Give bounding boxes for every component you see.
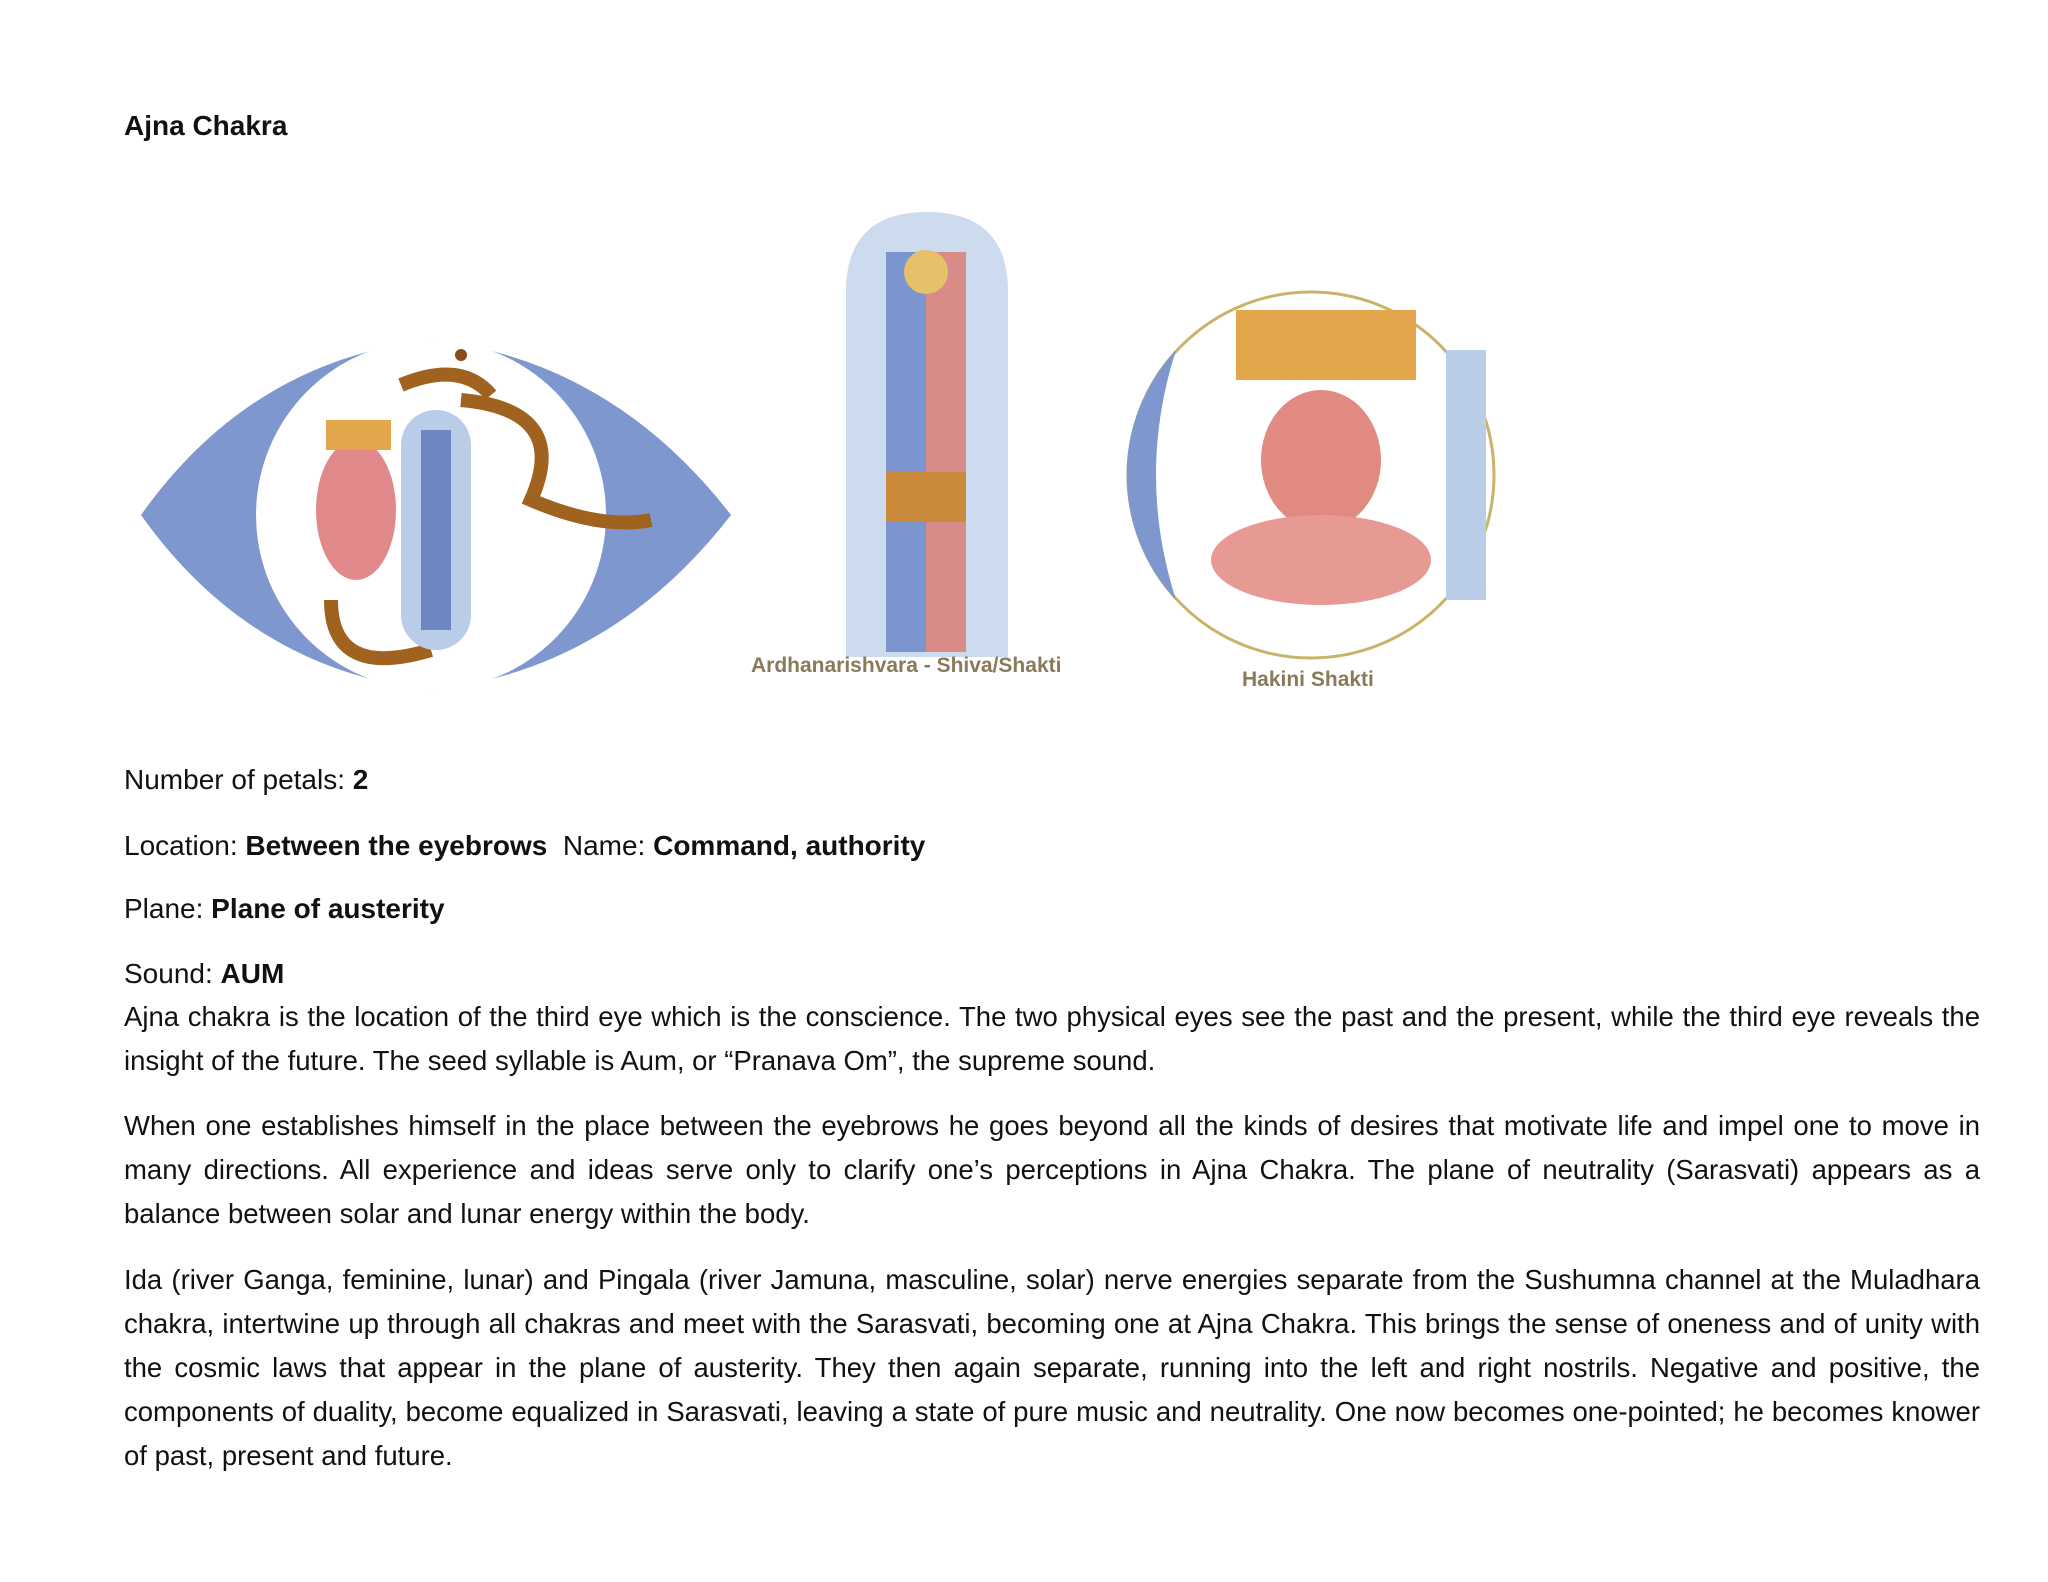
name-value: Command, authority: [653, 830, 926, 861]
plane-value: Plane of austerity: [211, 893, 445, 924]
ardhanarishvara-caption: Ardhanarishvara - Shiva/Shakti: [751, 654, 1062, 677]
plane-label: Plane:: [124, 893, 212, 924]
petals-line: [124, 764, 368, 796]
ardhanarishvara-image: [846, 212, 1008, 657]
hakini-shakti-caption: Hakini Shakti: [1242, 668, 1374, 691]
paragraph-ida-pingala: Ida (river Ganga, feminine, lunar) and Pingala (river Jamuna, masculine, solar) nerve energies separate from the Sushumna channel at the Muladhara chakra, intertwine up through all chakras and meet with the Sarasvati, becoming one at Ajna Chakra. This brings the sense of oneness and of unity with the cosmic laws that appear in the plane of austerity. They then again separate, running into the left and right nostrils. Negative and positive, the components of duality, become equalized in Sarasvati, leaving a state of pure music and neutrality. One now becomes one-pointed; he becomes knower of past, present and future.: [124, 1264, 1980, 1471]
paragraph-desires: When one establishes himself in the place between the eyebrows he goes beyond all the kinds of desires that motivate life and impel one to move in many directions. All experience and ideas serve only to clarify one’s perceptions in Ajna Chakra. The plane of neutrality (Sarasvati) appears as a balance between solar and lunar energy within the body.: [124, 1110, 1980, 1229]
sound-line: [124, 958, 284, 990]
sound-value: AUM: [220, 958, 285, 989]
location-label: Location:: [124, 830, 246, 861]
paragraph-third-eye: Ajna chakra is the location of the third eye which is the conscience. The two physical eyes see the past and the present, while the third eye reveals the insight of the future. The seed syllable is Aum, or “Pranava Om”, the supreme sound.: [124, 1001, 1980, 1076]
sound-label: Sound:: [124, 958, 221, 989]
petals-value: 2: [352, 764, 369, 795]
plane-line: [124, 893, 445, 925]
name-label: Name:: [562, 830, 654, 861]
ajna-chakra-symbol-image: [131, 300, 741, 695]
page-title: Ajna Chakra: [124, 110, 288, 141]
location-value: Between the eyebrows: [245, 830, 548, 861]
location-line: [124, 830, 925, 862]
petals-label: Number of petals:: [124, 764, 353, 795]
hakini-shakti-image: [1126, 290, 1496, 660]
